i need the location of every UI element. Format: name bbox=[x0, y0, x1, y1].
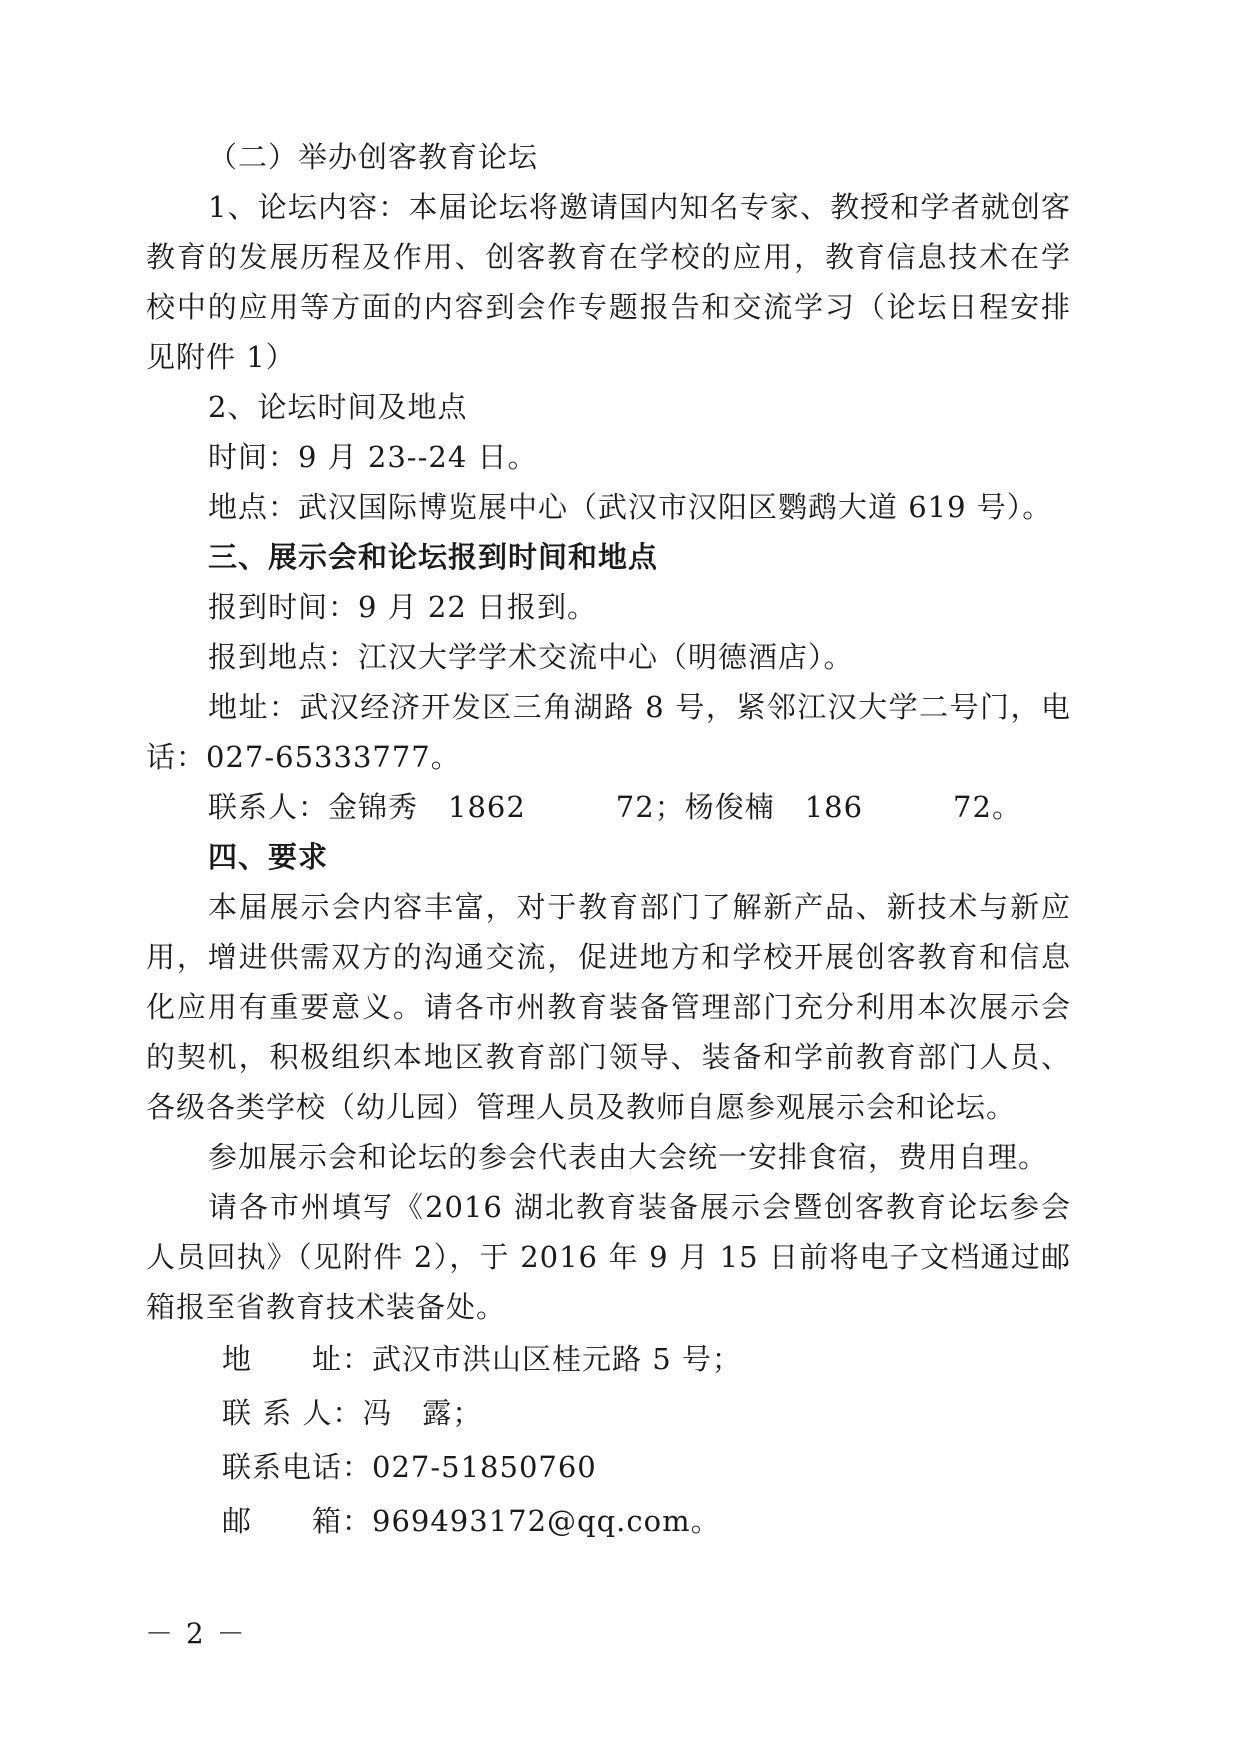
forum-content-paragraph: 1、论坛内容：本届论坛将邀请国内知名专家、教授和学者就创客教育的发展历程及作用、创客教育在学校的应用，教育信息技术在学校中的应用等方面的内容到会作专题报告和交流学习（论坛日程安排见附件 1） bbox=[146, 190, 1071, 374]
registration-contacts: 联系人：金锦秀 1862 72；杨俊楠 186 72。 bbox=[208, 790, 1022, 824]
document-body bbox=[146, 132, 1071, 1548]
contact-person: 联 系 人：冯 露； bbox=[222, 1396, 483, 1430]
requirements-paragraph-1: 本届展示会内容丰富，对于教育部门了解新产品、新技术与新应用，增进供需双方的沟通交流，促进地方和学校开展创客教育和信息化应用有重要意义。请各市州教育装备管理部门充分利用本次展示会的契机，积极组织本地区教育部门领导、装备和学前教育部门人员、各级各类学校（幼儿园）管理人员及教师自愿参观展示会和论坛。 bbox=[146, 890, 1071, 1124]
requirements-paragraph-3: 请各市州填写《2016 湖北教育装备展示会暨创客教育论坛参会人员回执》（见附件 2），于 2016 年 9 月 15 日前将电子文档通过邮箱报至省教育技术装备处。 bbox=[146, 1190, 1071, 1324]
forum-time: 时间：9 月 23--24 日。 bbox=[208, 440, 538, 474]
section2-heading: （二）举办创客教育论坛 bbox=[208, 140, 539, 174]
section3-heading: 三、展示会和论坛报到时间和地点 bbox=[208, 540, 659, 574]
section4-heading: 四、要求 bbox=[208, 840, 329, 874]
forum-location: 地点：武汉国际博览展中心（武汉市汉阳区鹦鹉大道 619 号）。 bbox=[208, 490, 1053, 524]
registration-place: 报到地点：江汉大学学术交流中心（明德酒店）。 bbox=[208, 640, 854, 674]
registration-time: 报到时间：9 月 22 日报到。 bbox=[208, 590, 598, 624]
page-number: － 2 － bbox=[145, 1617, 247, 1650]
contact-email: 邮 箱：969493172@qq.com。 bbox=[222, 1504, 721, 1538]
contact-address: 地 址：武汉市洪山区桂元路 5 号； bbox=[222, 1342, 742, 1376]
registration-address: 地址：武汉经济开发区三角湖路 8 号，紧邻江汉大学二号门，电话：027-65333777。 bbox=[146, 690, 1071, 774]
forum-time-place-heading: 2、论坛时间及地点 bbox=[208, 390, 468, 424]
requirements-paragraph-2: 参加展示会和论坛的参会代表由大会统一安排食宿，费用自理。 bbox=[208, 1140, 1049, 1174]
contact-phone: 联系电话：027-51850760 bbox=[222, 1450, 597, 1484]
contact-block bbox=[146, 1332, 1071, 1548]
